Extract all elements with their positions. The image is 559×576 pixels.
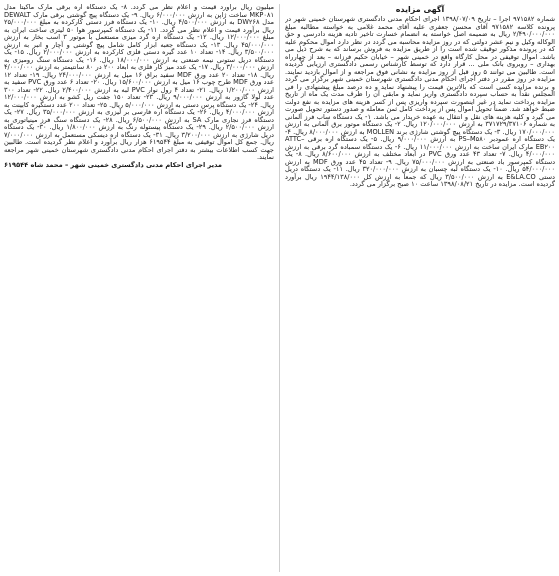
notice-heading: آگهی مزایده	[395, 5, 445, 14]
notice-signature: مدیر اجرای احکام مدنی دادگستری خمینی شهر – محمد شاه ۶۱۹۵۴۴	[4, 160, 222, 169]
notice-body-left: میلیون ریال برآورد قیمت و اعلام نظر می گردد. ۸- یک دستگاه اره برقی مارک ماکیتا مدل MKP۰۸۱ ساخت ژاپن به ارزش ۶/۰۰۰/۰۰۰ ریال. ۹- یک دستگاه پیچ گوشتی برقی مارک DEWALT مدل DW۲۶۸ به ارزش ۴/۵۰۰/۰۰۰ ریال. ۱۰- یک دستگاه فرز دستی کارکرده به مبلغ ۲۵/۰۰۰/۰۰۰ ریال برآورد قیمت و اعلام نظر می گردد. ۱۱- یک دستگاه کمپرسور هوا ۵۰ لیتری ساخت ایران به مبلغ ۱۲/۰۰۰/۰۰۰ ریال. ۱۲- یک دستگاه اره گرد میزی مستعمل با موتور ۳ اسب بخار به ارزش ۴۵/۰۰۰/۰۰۰ ریال. ۱۳- یک دستگاه جعبه ابزار کامل شامل پیچ گوشتی و آچار و انبر به ارزش ۳/۵۰۰/۰۰۰ ریال. ۱۴- تعداد ۱۰ عدد گیره دستی فلزی کارکرده به ارزش ۲/۰۰۰/۰۰۰ ریال. ۱۵- یک دستگاه دریل ستونی نیمه صنعتی به ارزش ۱۸/۰۰۰/۰۰۰ ریال. ۱۶- یک دستگاه سنگ رومیزی به ارزش ۳/۰۰۰/۰۰۰ ریال. ۱۷- یک عدد میز کار فلزی به ابعاد ۲۰۰ در ۸۰ سانتیمتر به ارزش ۴/۰۰۰/۰۰۰ ریال. ۱۸- تعداد ۲۰ عدد ورق MDF سفید براق ۱۶ میل به ارزش ۲۴/۰۰۰/۰۰۰ ریال. ۱۹- تعداد ۱۲ عدد ورق MDF طرح چوب ۱۶ میل به ارزش ۱۵/۶۰۰/۰۰۰ ریال. ۲۰- تعداد ۶ عدد ورق PVC سفید به ارزش ۱/۲۰۰/۰۰۰ ریال. ۲۱- تعداد ۴ رول نوار PVC لبه به ارزش ۲/۴۰۰/۰۰۰ ریال. ۲۲- تعداد ۳۰۰ عدد لولا گازور به ارزش ۹/۰۰۰/۰۰۰ ریال. ۲۳- تعداد ۱۵۰ جفت ریل کشو به ارزش ۱۲/۰۰۰/۰۰۰ ریال. ۲۴- یک دستگاه پرس دستی به ارزش ۵/۰۰۰/۰۰۰ ریال. ۲۵- تعداد ۲۰۰ عدد دستگیره کابینت به ارزش ۴/۰۰۰/۰۰۰ ریال. ۲۶- یک دستگاه اره فارسی بر لیزری به ارزش ۳۵/۰۰۰/۰۰۰ ریال. ۲۷- یک دستگاه فرز نجاری مارک SA به ارزش ۶/۵۰۰/۰۰۰ ریال. ۲۸- یک دستگاه سنگ فرز مینیاتوری به ارزش ۲/۵۰۰/۰۰۰ ریال. ۲۹- یک دستگاه پیستوله رنگ به ارزش ۱/۸۰۰/۰۰۰ ریال. ۳۰- یک دستگاه دریل شارژی به ارزش ۳/۲۰۰/۰۰۰ ریال. ۳۱- یک دستگاه اره دیسکی مستعمل به ارزش ۷/۰۰۰/۰۰۰ ریال. جمع کل اموال توقیفی به مبلغ ۶۱۹۵۴۴ هزار ریال برآورد و اعلام نظر گردیده است. طالبین جهت کسب اطلاعات بیشتر به دفتر اجرای احکام مدنی دادگستری شهرستان خمینی شهر مراجعه نمایند.	[4, 4, 274, 161]
notice-body-right: شماره ۹۷۱۵۸۲ اجرا – تاریخ ۱۳۹۸/۰۷/۰۹ اجرای احکام مدنی دادگستری شهرستان خمینی شهر در پرونده کلاسه ۹۷۱۵۸۲ آقای محسن جعفری علیه آقای محمد غلامی به خواسته مطالبه مبلغ ۲/۴۹۰/۰۰۰/۰۰۰ ریال به ضمیمه اصل خواسته به انضمام خسارت تاخیر تادیه هزینه دادرسی و حق الوکاله وکیل و نیم عشر دولتی که در روز مزایده محاسبه می گردد در نظر دارد اموال محکوم علیه که در پرونده مذکور توقیف شده است را از طریق مزایده به فروش برساند که به شرح ذیل می باشد. اموال توقیفی در محل کارگاه واقع در خمینی شهر – خیابان حکیم فرزانه – بعد از چهارراه بهداری – روبروی بانک ملی ... قرار دارد که توسط کارشناس رسمی دادگستری ارزیابی گردیده است. طالبین می توانند ۵ روز قبل از روز مزایده به نشانی فوق مراجعه و از اموال بازدید نمایند. مزایده در روز مقرر در دفتر اجرای احکام مدنی دادگستری شهرستان خمینی شهر برگزار می گردد و برنده مزایده کسی است که بالاترین قیمت را پیشنهاد نماید و ده درصد مبلغ پیشنهادی را فی المجلس نقداً به حساب سپرده دادگستری واریز نماید و مابقی آن را ظرف مدت یک ماه از تاریخ مزایده پرداخت نماید در غیر اینصورت سپرده واریزی پس از کسر هزینه های مزایده به نفع دولت ضبط خواهد شد. ضمناً تحویل اموال پس از پرداخت کامل ثمن معامله و صدور دستور تحویل صورت می گیرد و کلیه هزینه های نقل و انتقال به عهده خریدار می باشد. ۱- یک دستگاه ساب فرز آلمانی به شماره ۳۷۱۷۲۹/۳۷۱۰۶ به ارزش ۱۲۰/۰۰۰/۰۰۰ ریال. ۲- یک دستگاه موتور برق آلمانی به ارزش ۱۷۰/۰۰۰/۰۰۰ ریال. ۳- یک دستگاه پیچ گوشتی شارژی برند MOLLEN به ارزش ۸/۰۰۰/۰۰۰ ریال. ۴- یک دستگاه اره عمودبر PS–M۵۸۰ به ارزش ۹/۰۰۰/۰۰۰ ریال. ۵- یک دستگاه اره برقی ATTC–EB۲۰۰ مارک ایران ساخت به ارزش ۱۱/۰۰۰/۰۰۰ ریال. ۶- یک دستگاه سمباده گرد برقی به ارزش ۴/۰۰۰/۰۰۰ ریال. ۷- تعداد ۴۳ عدد ورق PVC در ابعاد مختلف به ارزش ۸/۶۰۰/۰۰۰ ریال. ۸- یک دستگاه کمپرسور باد صنعتی به ارزش ۷۵/۰۰۰/۰۰۰ ریال. ۹- تعداد ۴۵ عدد ورق MDF به ارزش ۵۴/۰۰۰/۰۰۰ ریال. ۱۰- یک دستگاه لبه چسبان به ارزش ۳۲۰/۰۰۰/۰۰۰ ریال. ۱۱- یک دستگاه دریل دستی E&LA.CO به ارزش ۳/۵۰۰/۰۰۰ ریال که جمعاً به ارزش کل ۱۹۴۴/۱۳۸/۰۰۰ ریال برآورد گردیده است. مزایده در تاریخ ۱۳۹۸/۰۸/۲۱ ساعت ۱۰ صبح برگزار می گردد.	[285, 15, 555, 188]
notice-right-column	[285, 4, 555, 572]
notice-left-column	[4, 4, 274, 572]
column-divider	[279, 4, 280, 572]
